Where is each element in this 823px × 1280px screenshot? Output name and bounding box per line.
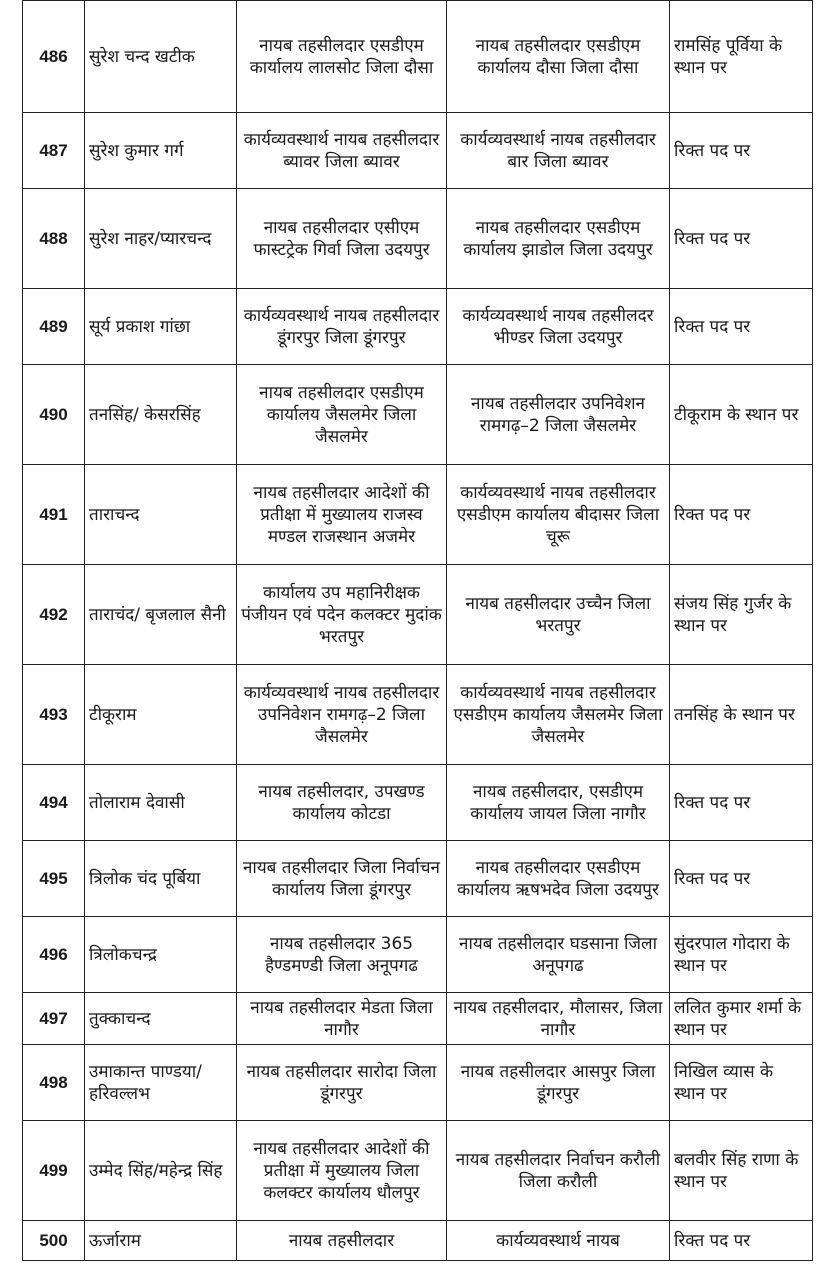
serial-number: 488 <box>23 189 85 289</box>
table-row <box>23 1 813 113</box>
current-posting: कार्यव्यवस्थार्थ नायब तहसीलदार ब्यावर जिला ब्यावर <box>237 113 447 189</box>
table-row <box>23 365 813 465</box>
employee-name: सुरेश कुमार गर्ग <box>85 113 237 189</box>
employee-name: ताराचन्द <box>85 465 237 565</box>
table-row <box>23 1121 813 1221</box>
employee-name: सूर्य प्रकाश गांछा <box>85 289 237 365</box>
new-posting: नायब तहसीलदार उपनिवेशन रामगढ़–2 जिला जैसलमेर <box>447 365 670 465</box>
current-posting: नायब तहसीलदार आदेशों की प्रतीक्षा में मुख्यालय जिला कलक्टर कार्यालय धौलपुर <box>237 1121 447 1221</box>
current-posting: कार्यव्यवस्थार्थ नायब तहसीलदार डूंगरपुर जिला डूंगरपुर <box>237 289 447 365</box>
remark: रिक्त पद पर <box>670 289 813 365</box>
employee-name: तनसिंह/ केसरसिंह <box>85 365 237 465</box>
table-row <box>23 841 813 917</box>
serial-number: 499 <box>23 1121 85 1221</box>
employee-name: तोलाराम देवासी <box>85 765 237 841</box>
remark: रिक्त पद पर <box>670 465 813 565</box>
new-posting: नायब तहसीलदार उच्चैन जिला भरतपुर <box>447 565 670 665</box>
current-posting: नायब तहसीलदार <box>237 1221 447 1261</box>
serial-number: 493 <box>23 665 85 765</box>
new-posting: कार्यव्यवस्थार्थ नायब <box>447 1221 670 1261</box>
employee-name: तुक्काचन्द <box>85 993 237 1045</box>
remark: टीकूराम के स्थान पर <box>670 365 813 465</box>
current-posting: नायब तहसीलदार आदेशों की प्रतीक्षा में मुख्यालय राजस्व मण्डल राजस्थान अजमेर <box>237 465 447 565</box>
transfer-table <box>22 0 813 1261</box>
current-posting: नायब तहसीलदार एसीएम फास्टट्रेक गिर्वा जिला उदयपुर <box>237 189 447 289</box>
employee-name: टीकूराम <box>85 665 237 765</box>
remark: रिक्त पद पर <box>670 113 813 189</box>
table-row <box>23 189 813 289</box>
serial-number: 495 <box>23 841 85 917</box>
new-posting: नायब तहसीलदार, मौलासर, जिला नागौर <box>447 993 670 1045</box>
table-row <box>23 917 813 993</box>
serial-number: 496 <box>23 917 85 993</box>
serial-number: 497 <box>23 993 85 1045</box>
serial-number: 486 <box>23 1 85 113</box>
serial-number: 490 <box>23 365 85 465</box>
remark: रिक्त पद पर <box>670 841 813 917</box>
table-row <box>23 665 813 765</box>
remark: रिक्त पद पर <box>670 765 813 841</box>
table-row <box>23 565 813 665</box>
remark: तनसिंह के स्थान पर <box>670 665 813 765</box>
employee-name: सुरेश नाहर/प्यारचन्द <box>85 189 237 289</box>
employee-name: सुरेश चन्द खटीक <box>85 1 237 113</box>
current-posting: नायब तहसीलदार एसडीएम कार्यालय जैसलमेर जिला जैसलमेर <box>237 365 447 465</box>
serial-number: 487 <box>23 113 85 189</box>
remark: ललित कुमार शर्मा के स्थान पर <box>670 993 813 1045</box>
current-posting: नायब तहसीलदार एसडीएम कार्यालय लालसोट जिला दौसा <box>237 1 447 113</box>
table-row <box>23 1221 813 1261</box>
current-posting: नायब तहसीलदार मेडता जिला नागौर <box>237 993 447 1045</box>
current-posting: नायब तहसीलदार जिला निर्वाचन कार्यालय जिला डूंगरपुर <box>237 841 447 917</box>
table-row <box>23 289 813 365</box>
serial-number: 500 <box>23 1221 85 1261</box>
serial-number: 489 <box>23 289 85 365</box>
new-posting: कार्यव्यवस्थार्थ नायब तहसीलदार बार जिला ब्यावर <box>447 113 670 189</box>
remark: निखिल व्यास के स्थान पर <box>670 1045 813 1121</box>
new-posting: कार्यव्यवस्थार्थ नायब तहसीलदार एसडीएम कार्यालय बीदासर जिला चूरू <box>447 465 670 565</box>
remark: संजय सिंह गुर्जर के स्थान पर <box>670 565 813 665</box>
current-posting: कार्यालय उप महानिरीक्षक पंजीयन एवं पदेन कलक्टर मुदांक भरतपुर <box>237 565 447 665</box>
current-posting: नायब तहसीलदार सारोदा जिला डूंगरपुर <box>237 1045 447 1121</box>
serial-number: 492 <box>23 565 85 665</box>
table-row <box>23 1045 813 1121</box>
employee-name: ताराचंद/ बृजलाल सैनी <box>85 565 237 665</box>
serial-number: 491 <box>23 465 85 565</box>
new-posting: कार्यव्यवस्थार्थ नायब तहसीलदार एसडीएम कार्यालय जैसलमेर जिला जैसलमेर <box>447 665 670 765</box>
employee-name: त्रिलोक चंद पूर्बिया <box>85 841 237 917</box>
employee-name: उम्मेद सिंह/महेन्द्र सिंह <box>85 1121 237 1221</box>
new-posting: नायब तहसीलदार एसडीएम कार्यालय ऋषभदेव जिला उदयपुर <box>447 841 670 917</box>
new-posting: नायब तहसीलदार निर्वाचन करौली जिला करौली <box>447 1121 670 1221</box>
table-row <box>23 993 813 1045</box>
remark: सुंदरपाल गोदारा के स्थान पर <box>670 917 813 993</box>
employee-name: त्रिलोकचन्द्र <box>85 917 237 993</box>
remark: रिक्त पद पर <box>670 189 813 289</box>
table-row <box>23 765 813 841</box>
current-posting: नायब तहसीलदार, उपखण्ड कार्यालय कोटडा <box>237 765 447 841</box>
new-posting: कार्यव्यवस्थार्थ नायब तहसीलदर भीण्डर जिला उदयपुर <box>447 289 670 365</box>
table-row <box>23 465 813 565</box>
new-posting: नायब तहसीलदार एसडीएम कार्यालय दौसा जिला दौसा <box>447 1 670 113</box>
current-posting: नायब तहसीलदार 365 हैण्डमण्डी जिला अनूपगढ <box>237 917 447 993</box>
current-posting: कार्यव्यवस्थार्थ नायब तहसीलदार उपनिवेशन रामगढ़–2 जिला जैसलमेर <box>237 665 447 765</box>
remark: रिक्त पद पर <box>670 1221 813 1261</box>
remark: रामसिंह पूर्विया के स्थान पर <box>670 1 813 113</box>
new-posting: नायब तहसीलदार, एसडीएम कार्यालय जायल जिला नागौर <box>447 765 670 841</box>
transfer-list-document <box>22 0 812 1261</box>
serial-number: 494 <box>23 765 85 841</box>
employee-name: उमाकान्त पाण्डया/ हरिवल्लभ <box>85 1045 237 1121</box>
new-posting: नायब तहसीलदार घडसाना जिला अनूपगढ <box>447 917 670 993</box>
new-posting: नायब तहसीलदार आसपुर जिला डूंगरपुर <box>447 1045 670 1121</box>
employee-name: ऊर्जाराम <box>85 1221 237 1261</box>
table-row <box>23 113 813 189</box>
serial-number: 498 <box>23 1045 85 1121</box>
new-posting: नायब तहसीलदार एसडीएम कार्यालय झाडोल जिला उदयपुर <box>447 189 670 289</box>
remark: बलवीर सिंह राणा के स्थान पर <box>670 1121 813 1221</box>
